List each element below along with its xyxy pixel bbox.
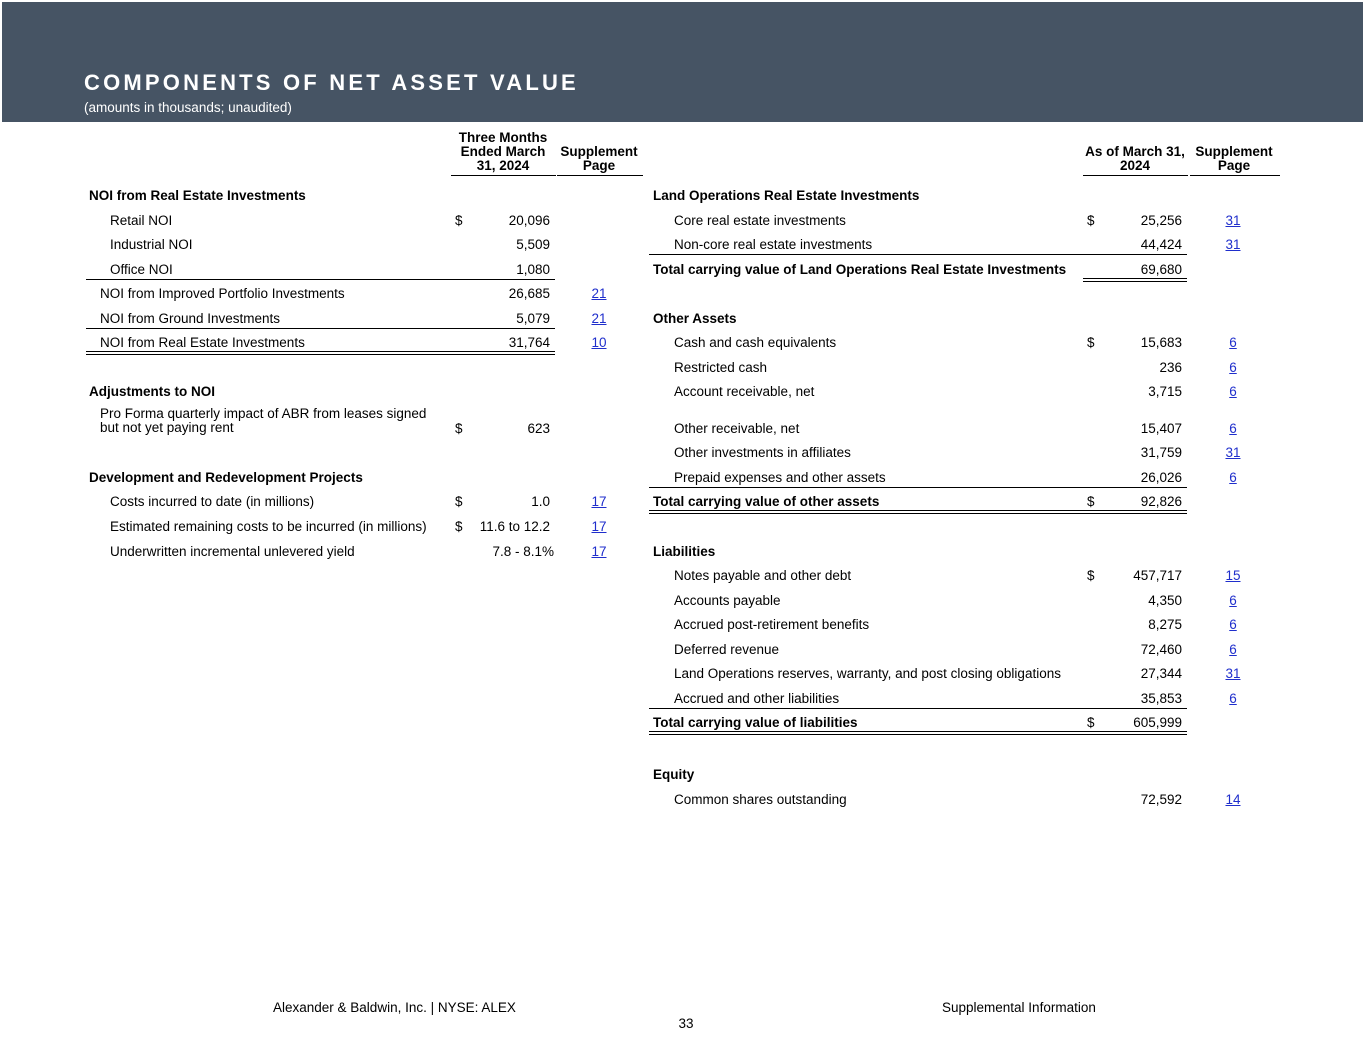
- divider: [649, 487, 1187, 488]
- value-costs-incurred: 1.0: [531, 494, 550, 509]
- section-heading-adjustments: Adjustments to NOI: [89, 384, 216, 399]
- currency-symbol: $: [1087, 213, 1095, 228]
- value-common-shares: 72,592: [1140, 792, 1182, 807]
- page-link-unlevered-yield[interactable]: 17: [591, 544, 607, 559]
- value-retail-noi: 20,096: [508, 213, 550, 228]
- currency-symbol: $: [455, 421, 463, 436]
- footer-section: Supplemental Information: [942, 1000, 1096, 1015]
- value-industrial-noi: 5,509: [516, 237, 550, 252]
- currency-symbol: $: [455, 494, 463, 509]
- row-label-other-receivable: Other receivable, net: [674, 421, 800, 436]
- page-link-ground-investments[interactable]: 21: [591, 311, 607, 326]
- double-underline: [1083, 278, 1187, 282]
- left-col-header-value: Three Months Ended March 31, 2024: [458, 130, 548, 173]
- divider: [649, 254, 1187, 255]
- page-link-accounts-payable[interactable]: 6: [1229, 593, 1237, 608]
- currency-symbol: $: [1087, 494, 1095, 509]
- row-label-office-noi: Office NOI: [110, 262, 173, 277]
- value-ground-investments: 5,079: [516, 311, 550, 326]
- divider: [649, 708, 1187, 709]
- value-deferred-revenue: 72,460: [1140, 642, 1182, 657]
- row-label-land-total: Total carrying value of Land Operations Real Estate Investments: [653, 262, 1067, 277]
- right-col-underline-page: [1190, 175, 1280, 176]
- row-label-remaining-costs: Estimated remaining costs to be incurred (in millions): [110, 519, 427, 534]
- right-col-header-page: Supplement Page: [1195, 144, 1273, 173]
- row-label-notes-payable: Notes payable and other debt: [674, 568, 852, 583]
- currency-symbol: $: [1087, 335, 1095, 350]
- value-post-retirement: 8,275: [1148, 617, 1182, 632]
- page-link-remaining-costs[interactable]: 17: [591, 519, 607, 534]
- value-notes-payable: 457,717: [1133, 568, 1182, 583]
- page-title: COMPONENTS OF NET ASSET VALUE: [84, 70, 579, 95]
- section-heading-noi: NOI from Real Estate Investments: [89, 188, 306, 203]
- row-label-other-assets-total: Total carrying value of other assets: [653, 494, 880, 509]
- page-link-accounts-receivable[interactable]: 6: [1229, 384, 1237, 399]
- page-link-prepaid[interactable]: 6: [1229, 470, 1237, 485]
- divider: [86, 279, 555, 280]
- page-link-core-investments[interactable]: 31: [1225, 213, 1241, 228]
- section-heading-liabilities: Liabilities: [653, 544, 716, 559]
- currency-symbol: $: [455, 213, 463, 228]
- page-link-costs-incurred[interactable]: 17: [591, 494, 607, 509]
- currency-symbol: $: [1087, 715, 1095, 730]
- row-label-affiliates: Other investments in affiliates: [674, 445, 851, 460]
- value-restricted-cash: 236: [1159, 360, 1182, 375]
- row-label-unlevered-yield: Underwritten incremental unlevered yield: [110, 544, 355, 559]
- page-link-cash[interactable]: 6: [1229, 335, 1237, 350]
- row-label-prepaid: Prepaid expenses and other assets: [674, 470, 886, 485]
- value-accounts-payable: 4,350: [1148, 593, 1182, 608]
- left-col-header-page: Supplement Page: [560, 144, 638, 173]
- value-other-assets-total: 92,826: [1140, 494, 1182, 509]
- row-label-deferred-revenue: Deferred revenue: [674, 642, 780, 657]
- page-link-restricted-cash[interactable]: 6: [1229, 360, 1237, 375]
- currency-symbol: $: [455, 519, 463, 534]
- value-accounts-receivable: 3,715: [1148, 384, 1182, 399]
- section-heading-other-assets: Other Assets: [653, 311, 737, 326]
- value-land-reserves: 27,344: [1140, 666, 1182, 681]
- right-col-header-value: As of March 31, 2024: [1085, 144, 1185, 173]
- currency-symbol: $: [1087, 568, 1095, 583]
- value-other-receivable: 15,407: [1140, 421, 1182, 436]
- row-label-accounts-receivable: Account receivable, net: [674, 384, 815, 399]
- section-heading-equity: Equity: [653, 767, 695, 782]
- value-accrued-liabilities: 35,853: [1140, 691, 1182, 706]
- row-label-noncore-investments: Non-core real estate investments: [674, 237, 873, 252]
- row-label-proforma-line1: Pro Forma quarterly impact of ABR from leases signed: [100, 406, 427, 421]
- row-label-noi-total: NOI from Real Estate Investments: [100, 335, 305, 350]
- footer-company: Alexander & Baldwin, Inc. | NYSE: ALEX: [273, 1000, 516, 1015]
- value-land-total: 69,680: [1140, 262, 1182, 277]
- row-label-costs-incurred: Costs incurred to date (in millions): [110, 494, 315, 509]
- row-label-restricted-cash: Restricted cash: [674, 360, 768, 375]
- value-office-noi: 1,080: [516, 262, 550, 277]
- value-liabilities-total: 605,999: [1133, 715, 1182, 730]
- row-label-industrial-noi: Industrial NOI: [110, 237, 193, 252]
- row-label-accrued-liabilities: Accrued and other liabilities: [674, 691, 840, 706]
- page-link-noncore-investments[interactable]: 31: [1225, 237, 1241, 252]
- value-unlevered-yield: 7.8 - 8.1%: [492, 544, 554, 559]
- page-link-land-reserves[interactable]: 31: [1225, 666, 1241, 681]
- row-label-improved-portfolio: NOI from Improved Portfolio Investments: [100, 286, 345, 301]
- row-label-accounts-payable: Accounts payable: [674, 593, 781, 608]
- page-link-post-retirement[interactable]: 6: [1229, 617, 1237, 632]
- value-noncore-investments: 44,424: [1140, 237, 1182, 252]
- page-link-improved-portfolio[interactable]: 21: [591, 286, 607, 301]
- double-underline: [649, 731, 1187, 735]
- page-link-other-receivable[interactable]: 6: [1229, 421, 1237, 436]
- row-label-land-reserves: Land Operations reserves, warranty, and post closing obligations: [674, 666, 1061, 681]
- row-label-retail-noi: Retail NOI: [110, 213, 173, 228]
- value-remaining-costs: 11.6 to 12.2: [479, 519, 550, 534]
- page-link-notes-payable[interactable]: 15: [1225, 568, 1241, 583]
- row-label-common-shares: Common shares outstanding: [674, 792, 847, 807]
- section-heading-land-operations: Land Operations Real Estate Investments: [653, 188, 920, 203]
- double-underline: [86, 351, 555, 355]
- page-link-common-shares[interactable]: 14: [1225, 792, 1241, 807]
- value-proforma: 623: [527, 421, 550, 436]
- value-core-investments: 25,256: [1140, 213, 1182, 228]
- page-link-deferred-revenue[interactable]: 6: [1229, 642, 1237, 657]
- page-subtitle: (amounts in thousands; unaudited): [84, 100, 292, 115]
- value-improved-portfolio: 26,685: [508, 286, 550, 301]
- value-noi-total: 31,764: [508, 335, 550, 350]
- page-link-affiliates[interactable]: 31: [1225, 445, 1241, 460]
- value-affiliates: 31,759: [1140, 445, 1182, 460]
- divider: [86, 328, 555, 329]
- value-prepaid: 26,026: [1140, 470, 1182, 485]
- row-label-ground-investments: NOI from Ground Investments: [100, 311, 281, 326]
- value-cash: 15,683: [1140, 335, 1182, 350]
- left-col-underline-value: [451, 175, 556, 176]
- page-link-noi-total[interactable]: 10: [591, 335, 607, 350]
- row-label-proforma-line2: but not yet paying rent: [100, 420, 234, 435]
- left-col-underline-page: [557, 175, 643, 176]
- page-link-accrued-liabilities[interactable]: 6: [1229, 691, 1237, 706]
- row-label-cash: Cash and cash equivalents: [674, 335, 837, 350]
- row-label-core-investments: Core real estate investments: [674, 213, 846, 228]
- row-label-liabilities-total: Total carrying value of liabilities: [653, 715, 858, 730]
- double-underline: [649, 510, 1187, 514]
- footer-page-number: 33: [678, 1016, 694, 1031]
- section-heading-development: Development and Redevelopment Projects: [89, 470, 363, 485]
- row-label-post-retirement: Accrued post-retirement benefits: [674, 617, 870, 632]
- right-col-underline-value: [1083, 175, 1188, 176]
